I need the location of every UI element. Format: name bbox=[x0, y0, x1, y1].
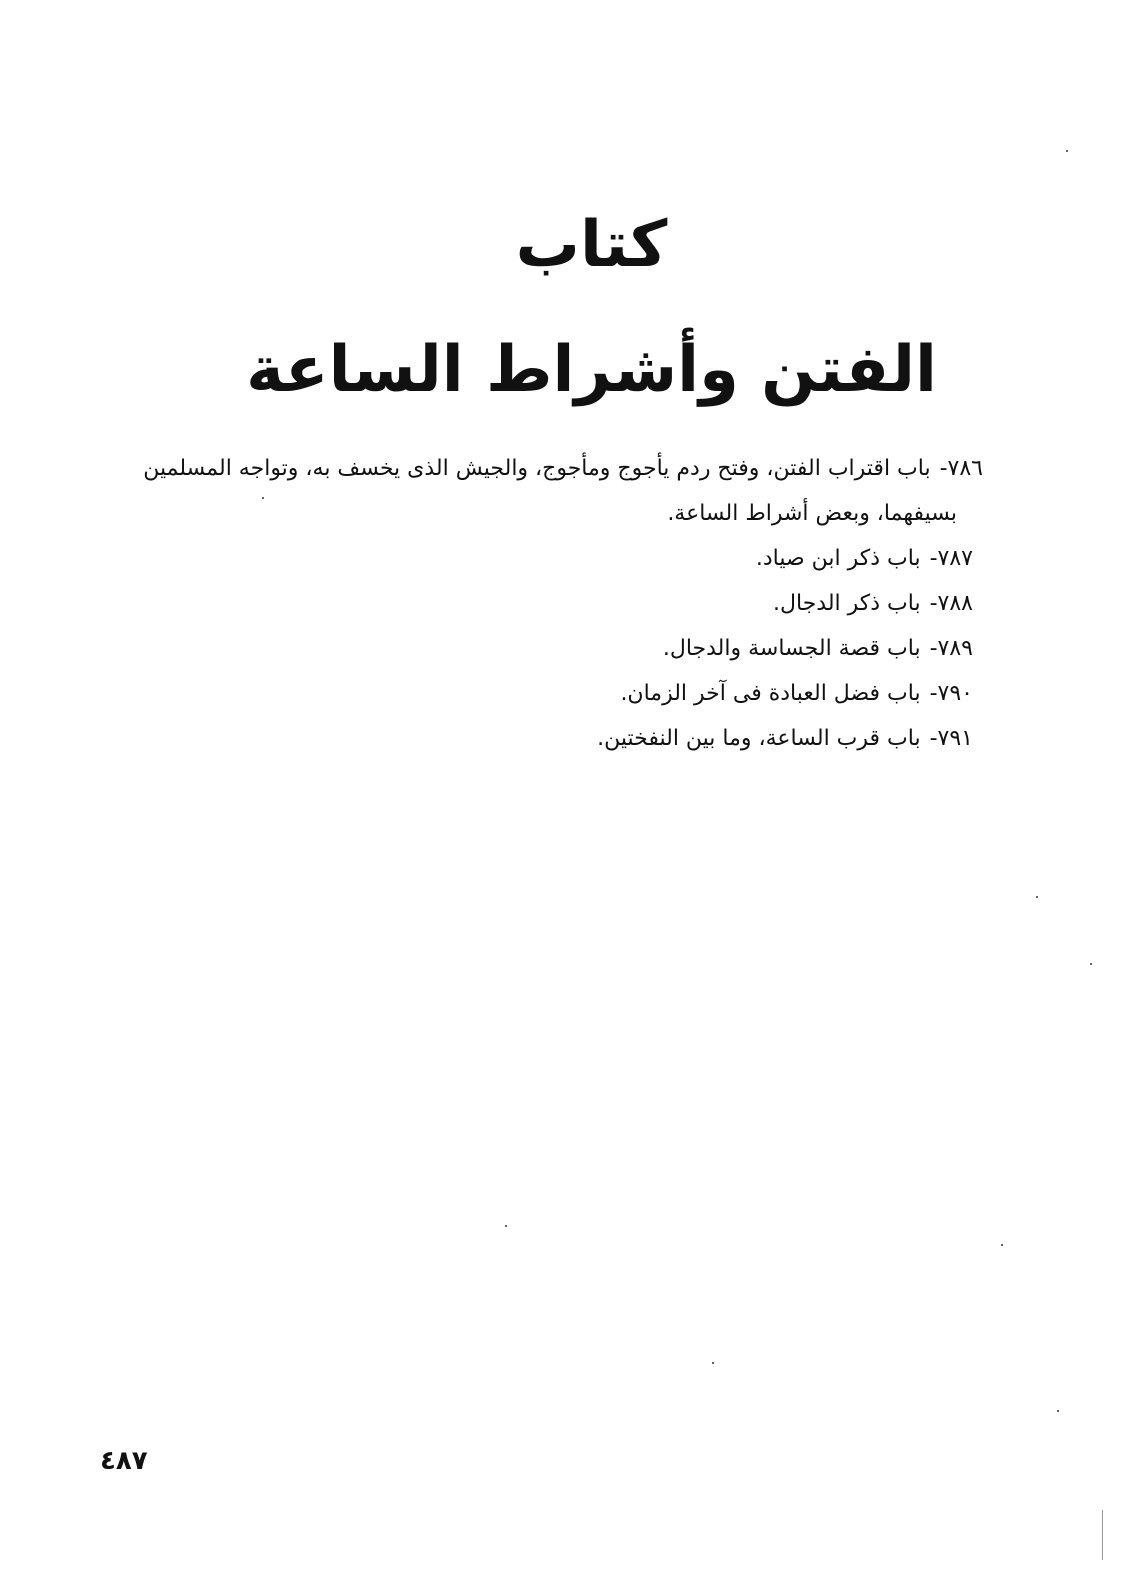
chapter-entry bbox=[103, 626, 973, 671]
chapter-title: باب قصة الجساسة والدجال. bbox=[662, 636, 921, 661]
page-number: ٤٨٧ bbox=[100, 1446, 148, 1476]
scan-speck bbox=[1057, 1410, 1059, 1412]
chapter-title-continuation: بسيفهما، وبعض أشراط الساعة. bbox=[667, 501, 957, 526]
scan-edge-line bbox=[1102, 1510, 1103, 1560]
chapter-entry bbox=[103, 446, 983, 536]
chapter-list bbox=[103, 446, 983, 761]
chapter-entry bbox=[103, 716, 973, 761]
chapter-title: باب فضل العبادة فى آخر الزمان. bbox=[620, 681, 921, 706]
chapter-number: ٧٨٩- bbox=[929, 636, 973, 661]
book-label: كتاب bbox=[515, 208, 668, 282]
chapter-number: ٧٨٨- bbox=[929, 591, 973, 616]
chapter-title: باب ذكر ابن صياد. bbox=[755, 546, 921, 571]
scan-speck bbox=[262, 497, 264, 499]
chapter-number: ٧٨٦- bbox=[939, 456, 983, 481]
chapter-entry bbox=[103, 671, 973, 716]
chapter-number: ٧٩٠- bbox=[929, 681, 973, 706]
scan-speck bbox=[1036, 896, 1038, 898]
scan-speck bbox=[712, 1362, 714, 1364]
scan-speck bbox=[505, 1225, 507, 1227]
chapter-entry bbox=[103, 581, 973, 626]
scan-speck bbox=[1090, 963, 1092, 965]
chapter-entry bbox=[103, 536, 973, 581]
book-title: الفتن وأشراط الساعة bbox=[246, 333, 937, 407]
chapter-number: ٧٩١- bbox=[929, 726, 973, 751]
chapter-title: باب اقتراب الفتن، وفتح ردم يأجوج ومأجوج، والجيش الذى يخسف به، وتواجه المسلمين bbox=[143, 456, 931, 481]
chapter-title: باب قرب الساعة، وما بين النفختين. bbox=[597, 726, 921, 751]
scan-speck bbox=[1066, 150, 1068, 152]
chapter-number: ٧٨٧- bbox=[929, 546, 973, 571]
chapter-title: باب ذكر الدجال. bbox=[773, 591, 921, 616]
scan-speck bbox=[1001, 1244, 1003, 1246]
